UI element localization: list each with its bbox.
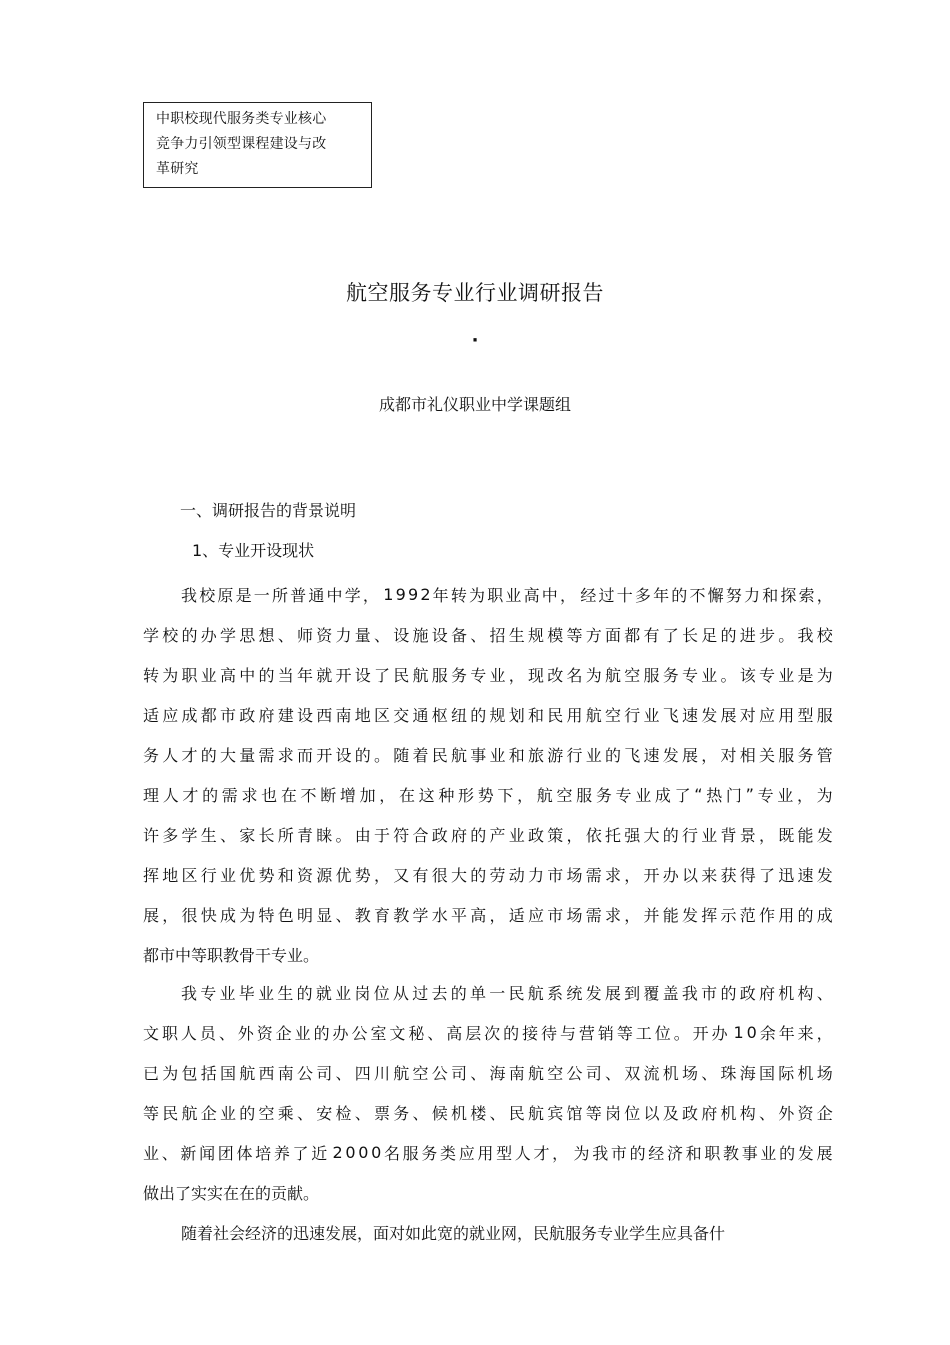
project-title-box [143,102,372,188]
paragraph-line: 理 人 才 的 需 求 也 在 不 断 增 加 ， 在 这 种 形 势 下 ， 航 空 服 务 专 业 成 了 “ 热 门 ” 专 业 ， 为 [143,784,833,805]
paragraph-line: 挥 地 区 行 业 优 势 和 资 源 优 势 ， 又 有 很 大 的 劳 动 力 市 场 需 求 ， 开 办 以 来 获 得 了 迅 速 发 [143,865,833,885]
paragraph-line: 我 校 原 是 一 所 普 通 中 学 ， 1 9 9 2 年 转 为 职 业 高 中 ， 经 过 十 多 年 的 不 懈 努 力 和 探 索 ， [181,584,833,605]
paragraph-line: 适 应 成 都 市 政 府 建 设 西 南 地 区 交 通 枢 纽 的 规 划 和 民 用 航 空 行 业 飞 速 发 展 对 应 用 型 服 [143,705,833,725]
paragraph-line: 文 职 人 员 、 外 资 企 业 的 办 公 室 文 秘 、 高 层 次 的 接 待 与 营 销 等 工 位 。 开 办 1 0 余 年 来 ， [143,1022,833,1043]
paragraph-line: 务 人 才 的 大 量 需 求 而 开 设 的 。 随 着 民 航 事 业 和 旅 游 行 业 的 飞 速 发 展 ， 对 相 关 服 务 管 [143,745,833,765]
line-text: 都市中等职教骨干专业。 [143,945,320,965]
paragraph-line: 我 专 业 毕 业 生 的 就 业 岗 位 从 过 去 的 单 一 民 航 系 统 发 展 到 覆 盖 我 市 的 政 府 机 构 、 [181,983,833,1003]
paragraph-line: 转 为 职 业 高 中 的 当 年 就 开 设 了 民 航 服 务 专 业 ， 现 改 名 为 航 空 服 务 专 业 。 该 专 业 是 为 [143,665,833,685]
subsection-heading: 1、专业开设现状 [192,541,315,560]
title-separator: · [471,330,479,351]
paragraph-line [143,1172,833,1212]
report-author: 成都市礼仪职业中学课题组 [378,395,571,414]
section-heading: 一、调研报告的背景说明 [180,501,357,520]
paragraph [143,972,833,1212]
paragraph [143,1212,833,1252]
line-text: 随着社会经济的迅速发展，面对如此宽的就业网，民航服务专业学生应具备什 [181,1223,726,1243]
project-title-line: 革研究 [156,161,199,177]
paragraph-line: 学 校 的 办 学 思 想 、 师 资 力 量 、 设 施 设 备 、 招 生 规 模 等 方 面 都 有 了 长 足 的 进 步 。 我 校 [143,625,833,645]
paragraph-line [143,934,833,974]
paragraph-line [143,1212,833,1252]
paragraph-line: 等 民 航 企 业 的 空 乘 、 安 检 、 票 务 、 候 机 楼 、 民 航 宾 馆 等 岗 位 以 及 政 府 机 构 、 外 资 企 [143,1103,833,1123]
paragraph [143,574,833,974]
project-title-line: 中职校现代服务类专业核心 [156,111,327,127]
paragraph-line: 许 多 学 生 、 家 长 所 青 睐 。 由 于 符 合 政 府 的 产 业 政 策 ， 依 托 强 大 的 行 业 背 景 ， 既 能 发 [143,825,833,845]
line-text: 做出了实实在在的贡献。 [143,1183,320,1203]
report-title: 航空服务专业行业调研报告 [346,281,604,305]
project-title-line: 竞争力引领型课程建设与改 [156,136,327,152]
paragraph-line: 展 ， 很 快 成 为 特 色 明 显 、 教 育 教 学 水 平 高 ， 适 应 市 场 需 求 ， 并 能 发 挥 示 范 作 用 的 成 [143,905,833,925]
paragraph-line: 已 为 包 括 国 航 西 南 公 司 、 四 川 航 空 公 司 、 海 南 航 空 公 司 、 双 流 机 场 、 珠 海 国 际 机 场 [143,1063,833,1083]
paragraph-line: 业 、 新 闻 团 体 培 养 了 近 2 0 0 0 名 服 务 类 应 用 型 人 才 ， 为 我 市 的 经 济 和 职 教 事 业 的 发 展 [143,1142,833,1163]
